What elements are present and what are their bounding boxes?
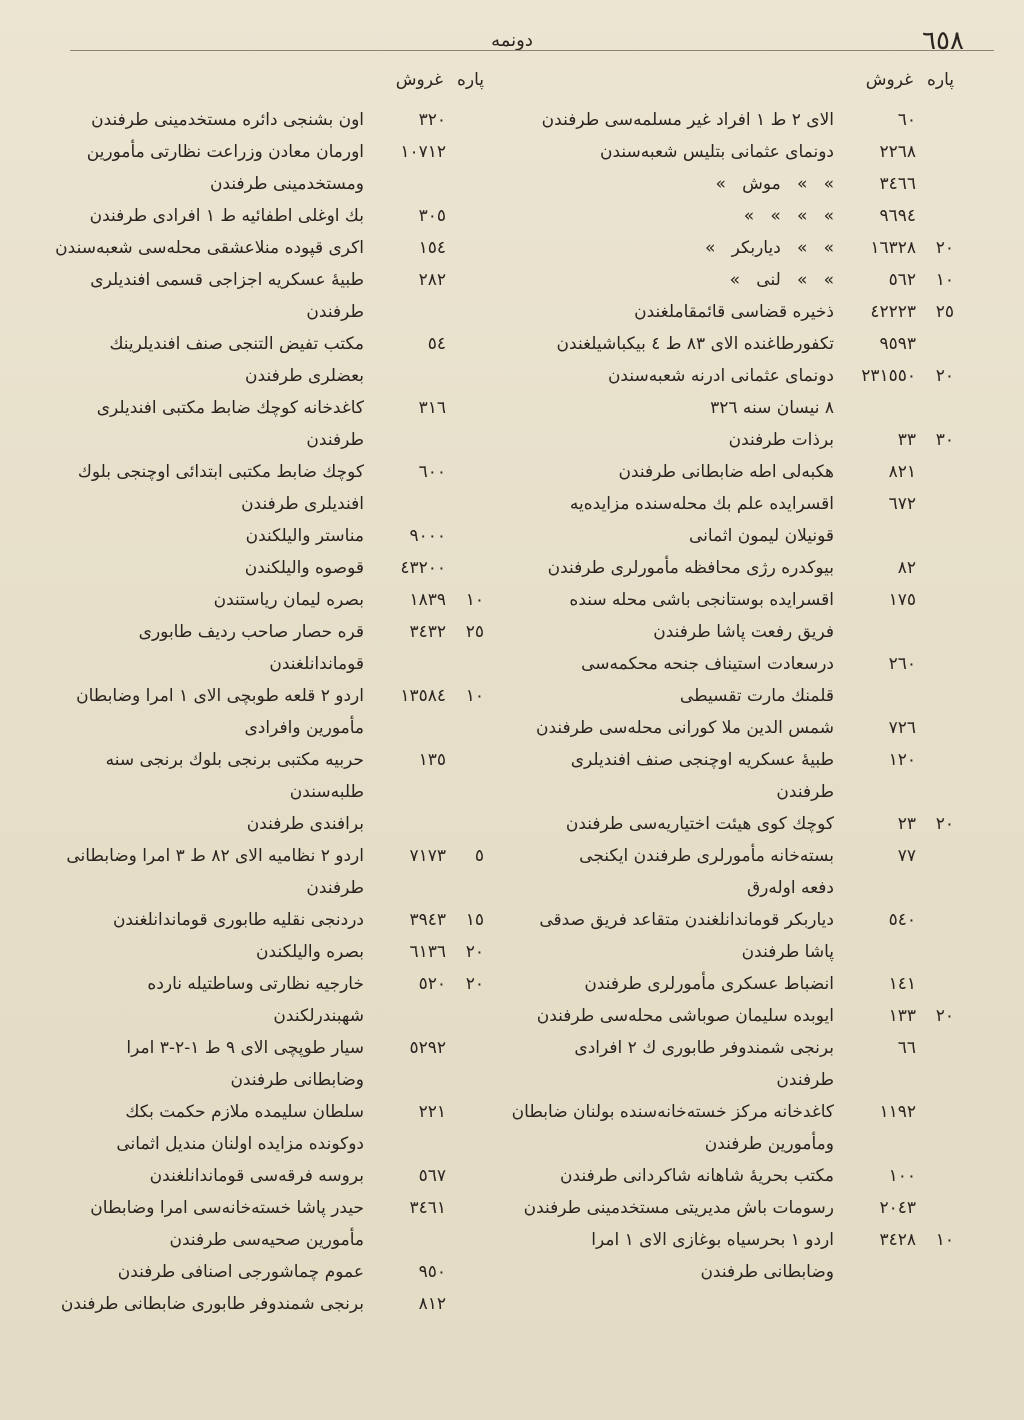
kurus-amount: ٢٣١٥٥٠ — [861, 366, 916, 386]
kurus-amount: ٤٣٢٠٠ — [400, 558, 446, 578]
entry-list — [504, 104, 954, 1288]
kurus-amount: ٣٩٤٣ — [409, 910, 446, 930]
donor-description: بصره لیمان ریاستندن — [213, 590, 364, 610]
donor-description: اردو ١ بحرسیاه بوغازی الای ١ امرا وضابطانی طرفندن — [591, 1230, 834, 1282]
kurus-amount: ٢٢١ — [418, 1102, 446, 1122]
kurus-amount: ١٣٣ — [888, 1006, 916, 1026]
entry-row — [29, 1288, 484, 1320]
para-amount: ١٥ — [465, 910, 484, 930]
para-amount: ٢٠ — [935, 366, 954, 386]
donor-description: حربیه مکتبی برنجی بلوك برنجی سنه طلبه‌سندن برافندی طرفندن — [105, 750, 364, 834]
kurus-amount: ٥٢٠ — [418, 974, 446, 994]
entry-row — [29, 1160, 484, 1192]
entry-row — [504, 744, 954, 808]
donor-description: کوچك کوی هیئت اختیاریه‌سی طرفندن — [565, 814, 834, 834]
kurus-amount: ١٣٥ — [418, 750, 446, 770]
para-amount: ١٠ — [465, 686, 484, 706]
kurus-amount: ٨١٢ — [418, 1294, 446, 1314]
kurus-amount: ١٢٠ — [888, 750, 916, 770]
kurus-amount: ١٠٧١٢ — [400, 142, 446, 162]
entry-row — [29, 328, 484, 392]
entry-row — [504, 488, 954, 552]
entry-row — [29, 968, 484, 1032]
entry-row — [504, 584, 954, 648]
kurus-amount: ٥٤٠ — [888, 910, 916, 930]
entry-row — [29, 104, 484, 136]
donor-description: رسومات باش مدیریتی مستخدمینی طرفندن — [523, 1198, 834, 1218]
kurus-amount: ٣٤٢٨ — [879, 1230, 916, 1250]
entry-row — [29, 904, 484, 936]
donor-description: مناستر والیلکندن — [245, 526, 364, 546]
donor-description: مکتب تفیض التنجی صنف افندیلرینك بعضلری طرفندن — [109, 334, 364, 386]
para-amount: ١٠ — [935, 1230, 954, 1250]
kurus-amount: ١٠٠ — [888, 1166, 916, 1186]
donor-description: ایوبده سلیمان صوباشی محله‌سی طرفندن — [536, 1006, 834, 1026]
kurus-amount: ٧١٧٣ — [409, 846, 446, 866]
donor-description: بصره والیلکندن — [256, 942, 364, 962]
page-number: ٦٥٨ — [922, 26, 964, 56]
para-amount: ٣٠ — [935, 430, 954, 450]
para-amount: ٢٥ — [935, 302, 954, 322]
entry-row — [29, 232, 484, 264]
left-column — [29, 70, 484, 1320]
kurus-amount: ٤٢٢٢٣ — [870, 302, 916, 322]
entry-row — [504, 264, 954, 296]
kurus-amount: ١٦٣٢٨ — [870, 238, 916, 258]
donor-description: دونمای عثمانی بتلیس شعبه‌سندن — [600, 142, 834, 162]
donor-description: اکری قپوده منلاعشقی محله‌سی شعبه‌سندن — [55, 238, 364, 258]
entry-row — [504, 904, 954, 968]
donor-description: تکفورطاغنده الای ٨٣ ط ٤ بیکباشیلغندن — [556, 334, 834, 354]
entry-row — [504, 168, 954, 200]
kurus-amount: ٩٦٩٤ — [879, 206, 916, 226]
kurus-amount: ٦٠ — [897, 110, 916, 130]
column-header — [504, 70, 954, 94]
kurus-header: غروش — [865, 70, 913, 90]
kurus-amount: ١٨٣٩ — [409, 590, 446, 610]
entry-row — [29, 1032, 484, 1096]
kurus-amount: ٥٤ — [427, 334, 446, 354]
entry-row — [29, 840, 484, 904]
donor-description: شمس الدین ملا کورانی محله‌سی طرفندن — [535, 718, 834, 738]
column-header — [29, 70, 484, 94]
kurus-amount: ٣٢٠ — [418, 110, 446, 130]
donor-description: اردو ٢ قلعه طوبچی الای ١ امرا وضابطان مأمورین وافرادی — [76, 686, 364, 738]
donor-description: حیدر پاشا خسته‌خانه‌سی امرا وضابطان مأمورین صحیه‌سی طرفندن — [90, 1198, 364, 1250]
entry-row — [29, 1256, 484, 1288]
entry-row — [504, 200, 954, 232]
para-amount: ٢٠ — [935, 238, 954, 258]
donor-description: ذخیره قضاسی قائمقاملغندن — [634, 302, 834, 322]
entry-row — [29, 1096, 484, 1160]
entry-row — [504, 232, 954, 264]
donor-description: دونمای عثمانی ادرنه شعبه‌سندن — [607, 366, 834, 386]
entry-row — [504, 1000, 954, 1032]
running-title: دونمه — [491, 30, 533, 51]
kurus-amount: ٣٤٦٦ — [879, 174, 916, 194]
kurus-amount: ١٥٤ — [418, 238, 446, 258]
entry-list — [29, 104, 484, 1320]
donor-description: طبیهٔ عسکریه اجزاجی قسمی افندیلری طرفندن — [90, 270, 364, 322]
para-amount: ١٠ — [465, 590, 484, 610]
kurus-amount: ٩٥٩٣ — [879, 334, 916, 354]
entry-row — [29, 936, 484, 968]
entry-row — [504, 360, 954, 392]
kurus-amount: ٨٢١ — [888, 462, 916, 482]
donor-description: هکبه‌لی اطه ضابطانی طرفندن — [618, 462, 834, 482]
kurus-amount: ٧٧ — [897, 846, 916, 866]
donor-description: اون بشنجی دائره مستخدمینی طرفندن — [91, 110, 364, 130]
entry-row — [504, 1224, 954, 1288]
entry-row — [504, 808, 954, 840]
entry-row — [504, 648, 954, 712]
kurus-amount: ٩٥٠ — [418, 1262, 446, 1282]
kurus-amount: ٩٠٠٠ — [409, 526, 446, 546]
kurus-amount: ٢٢٦٨ — [879, 142, 916, 162]
kurus-amount: ٣١٦ — [418, 398, 446, 418]
para-amount: ٥ — [474, 846, 484, 866]
right-column — [504, 70, 954, 1288]
entry-row — [504, 392, 954, 424]
donor-description: اردو ٢ نظامیه الای ٨٢ ط ٣ امرا وضابطانی طرفندن — [66, 846, 364, 898]
donor-description: کوچك ضابط مکتبی ابتدائی اوچنجی بلوك افندیلری طرفندن — [77, 462, 364, 514]
kurus-amount: ٥٢٩٢ — [409, 1038, 446, 1058]
entry-row — [29, 744, 484, 840]
entry-row — [504, 552, 954, 584]
para-header: پاره — [926, 70, 954, 90]
para-amount: ١٠ — [935, 270, 954, 290]
donor-description: قوصوه والیلکندن — [244, 558, 364, 578]
donor-description: بیوکدره رژی محافظه مأمورلری طرفندن — [547, 558, 834, 578]
kurus-amount: ١١٩٢ — [879, 1102, 916, 1122]
kurus-amount: ١٣٥٨٤ — [400, 686, 446, 706]
donor-description: اقسرایده بوستانجی باشی محله سنده فریق رفعت پاشا طرفندن — [569, 590, 834, 642]
entry-row — [29, 520, 484, 552]
kurus-amount: ٢٦٠ — [888, 654, 916, 674]
kurus-amount: ٢٨٢ — [418, 270, 446, 290]
kurus-amount: ٥٦٧ — [418, 1166, 446, 1186]
donor-description: خارجیه نظارتی وساطتیله نارده شهبندرلکندن — [147, 974, 364, 1026]
kurus-amount: ١٧٥ — [888, 590, 916, 610]
donor-description: درسعادت استیناف جنحه محکمه‌سی قلمنك مارت تقسیطی — [581, 654, 834, 706]
entry-row — [29, 392, 484, 456]
kurus-amount: ٦٠٠ — [418, 462, 446, 482]
entry-row — [29, 200, 484, 232]
donor-description: برنجی شمندوفر طابوری ك ٢ افرادی طرفندن — [574, 1038, 834, 1090]
entry-row — [29, 136, 484, 200]
para-amount: ٢٠ — [465, 974, 484, 994]
para-header: پاره — [456, 70, 484, 90]
entry-row — [504, 424, 954, 456]
page-header — [40, 18, 984, 56]
donor-description: انضباط عسکری مأمورلری طرفندن — [584, 974, 834, 994]
kurus-amount: ٦٦ — [897, 1038, 916, 1058]
entry-row — [504, 840, 954, 904]
entry-row — [29, 616, 484, 680]
kurus-amount: ٣٣ — [897, 430, 916, 450]
donor-description: » » » » — [743, 206, 834, 226]
entry-row — [504, 968, 954, 1000]
kurus-header: غروش — [395, 70, 443, 90]
donor-description: طبیهٔ عسکریه اوچنجی صنف افندیلری طرفندن — [570, 750, 834, 802]
kurus-amount: ٣٤٣٢ — [409, 622, 446, 642]
donor-description: بسته‌خانه مأمورلری طرفندن ایکنجی دفعه اوله‌رق — [579, 846, 834, 898]
para-amount: ٢٠ — [935, 1006, 954, 1026]
donor-description: ٨ نیسان سنه ٣٢٦ — [710, 398, 834, 418]
kurus-amount: ٧٢٦ — [888, 718, 916, 738]
entry-row — [504, 1160, 954, 1192]
donor-description: کاغدخانه کوچك ضابط مکتبی افندیلری طرفندن — [96, 398, 364, 450]
donor-description: دردنجی نقلیه طابوری قوماندانلغندن — [112, 910, 364, 930]
donor-description: الای ٢ ط ١ افراد غیر مسلمه‌سی طرفندن — [541, 110, 834, 130]
donor-description: دیاربکر قوماندانلغندن متقاعد فریق صدقی پاشا طرفندن — [539, 910, 834, 962]
entry-row — [504, 456, 954, 488]
kurus-amount: ٢٣ — [897, 814, 916, 834]
donor-description: » » لنی » — [729, 270, 834, 290]
kurus-amount: ٦٧٢ — [888, 494, 916, 514]
para-amount: ٢٥ — [465, 622, 484, 642]
entry-row — [29, 1192, 484, 1256]
entry-row — [504, 712, 954, 744]
donor-description: اورمان معادن وزراعت نظارتی مأمورین ومستخدمینی طرفندن — [86, 142, 364, 194]
kurus-amount: ٣٤٦١ — [409, 1198, 446, 1218]
kurus-amount: ٣٠٥ — [418, 206, 446, 226]
header-rule — [70, 50, 994, 51]
entry-row — [29, 552, 484, 584]
donor-description: » » دیاربکر » — [704, 238, 834, 258]
kurus-amount: ٦١٣٦ — [409, 942, 446, 962]
para-amount: ٢٠ — [935, 814, 954, 834]
donor-description: برنجی شمندوفر طابوری ضابطانی طرفندن — [60, 1294, 364, 1314]
kurus-amount: ٨٢ — [897, 558, 916, 578]
entry-row — [29, 264, 484, 328]
entry-row — [504, 296, 954, 328]
entry-row — [504, 1032, 954, 1096]
donor-description: مکتب بحریهٔ شاهانه شاکردانی طرفندن — [560, 1166, 834, 1186]
kurus-amount: ٢٠٤٣ — [879, 1198, 916, 1218]
entry-row — [504, 104, 954, 136]
entry-row — [29, 584, 484, 616]
donor-description: عموم چماشورجی اصنافی طرفندن — [117, 1262, 364, 1282]
donor-description: اقسرایده علم بك محله‌سنده مزایده‌یه قونیلان لیمون اثمانی — [569, 494, 834, 546]
kurus-amount: ٥٦٢ — [888, 270, 916, 290]
entry-row — [504, 1096, 954, 1160]
entry-row — [29, 456, 484, 520]
donor-description: کاغدخانه مرکز خسته‌خانه‌سنده بولنان ضابطان ومأمورین طرفندن — [511, 1102, 834, 1154]
entry-row — [504, 1192, 954, 1224]
donor-description: سلطان سلیمده ملازم حکمت بکك دوکونده مزایده اولنان مندیل اثمانی — [116, 1102, 364, 1154]
donor-description: بروسه فرقه‌سی قوماندانلغندن — [149, 1166, 364, 1186]
entry-row — [29, 680, 484, 744]
kurus-amount: ١٤١ — [888, 974, 916, 994]
donor-description: بك اوغلی اطفائیه ط ١ افرادی طرفندن — [89, 206, 364, 226]
para-amount: ٢٠ — [465, 942, 484, 962]
donor-description: قره حصار صاحب ردیف طابوری قوماندانلغندن — [138, 622, 364, 674]
donor-description: » » موش » — [715, 174, 834, 194]
entry-row — [504, 136, 954, 168]
donor-description: برذات طرفندن — [728, 430, 834, 450]
entry-row — [504, 328, 954, 360]
donor-description: سیار طوپچی الای ٩ ط ١-٢-٣ امرا وضابطانی طرفندن — [126, 1038, 364, 1090]
